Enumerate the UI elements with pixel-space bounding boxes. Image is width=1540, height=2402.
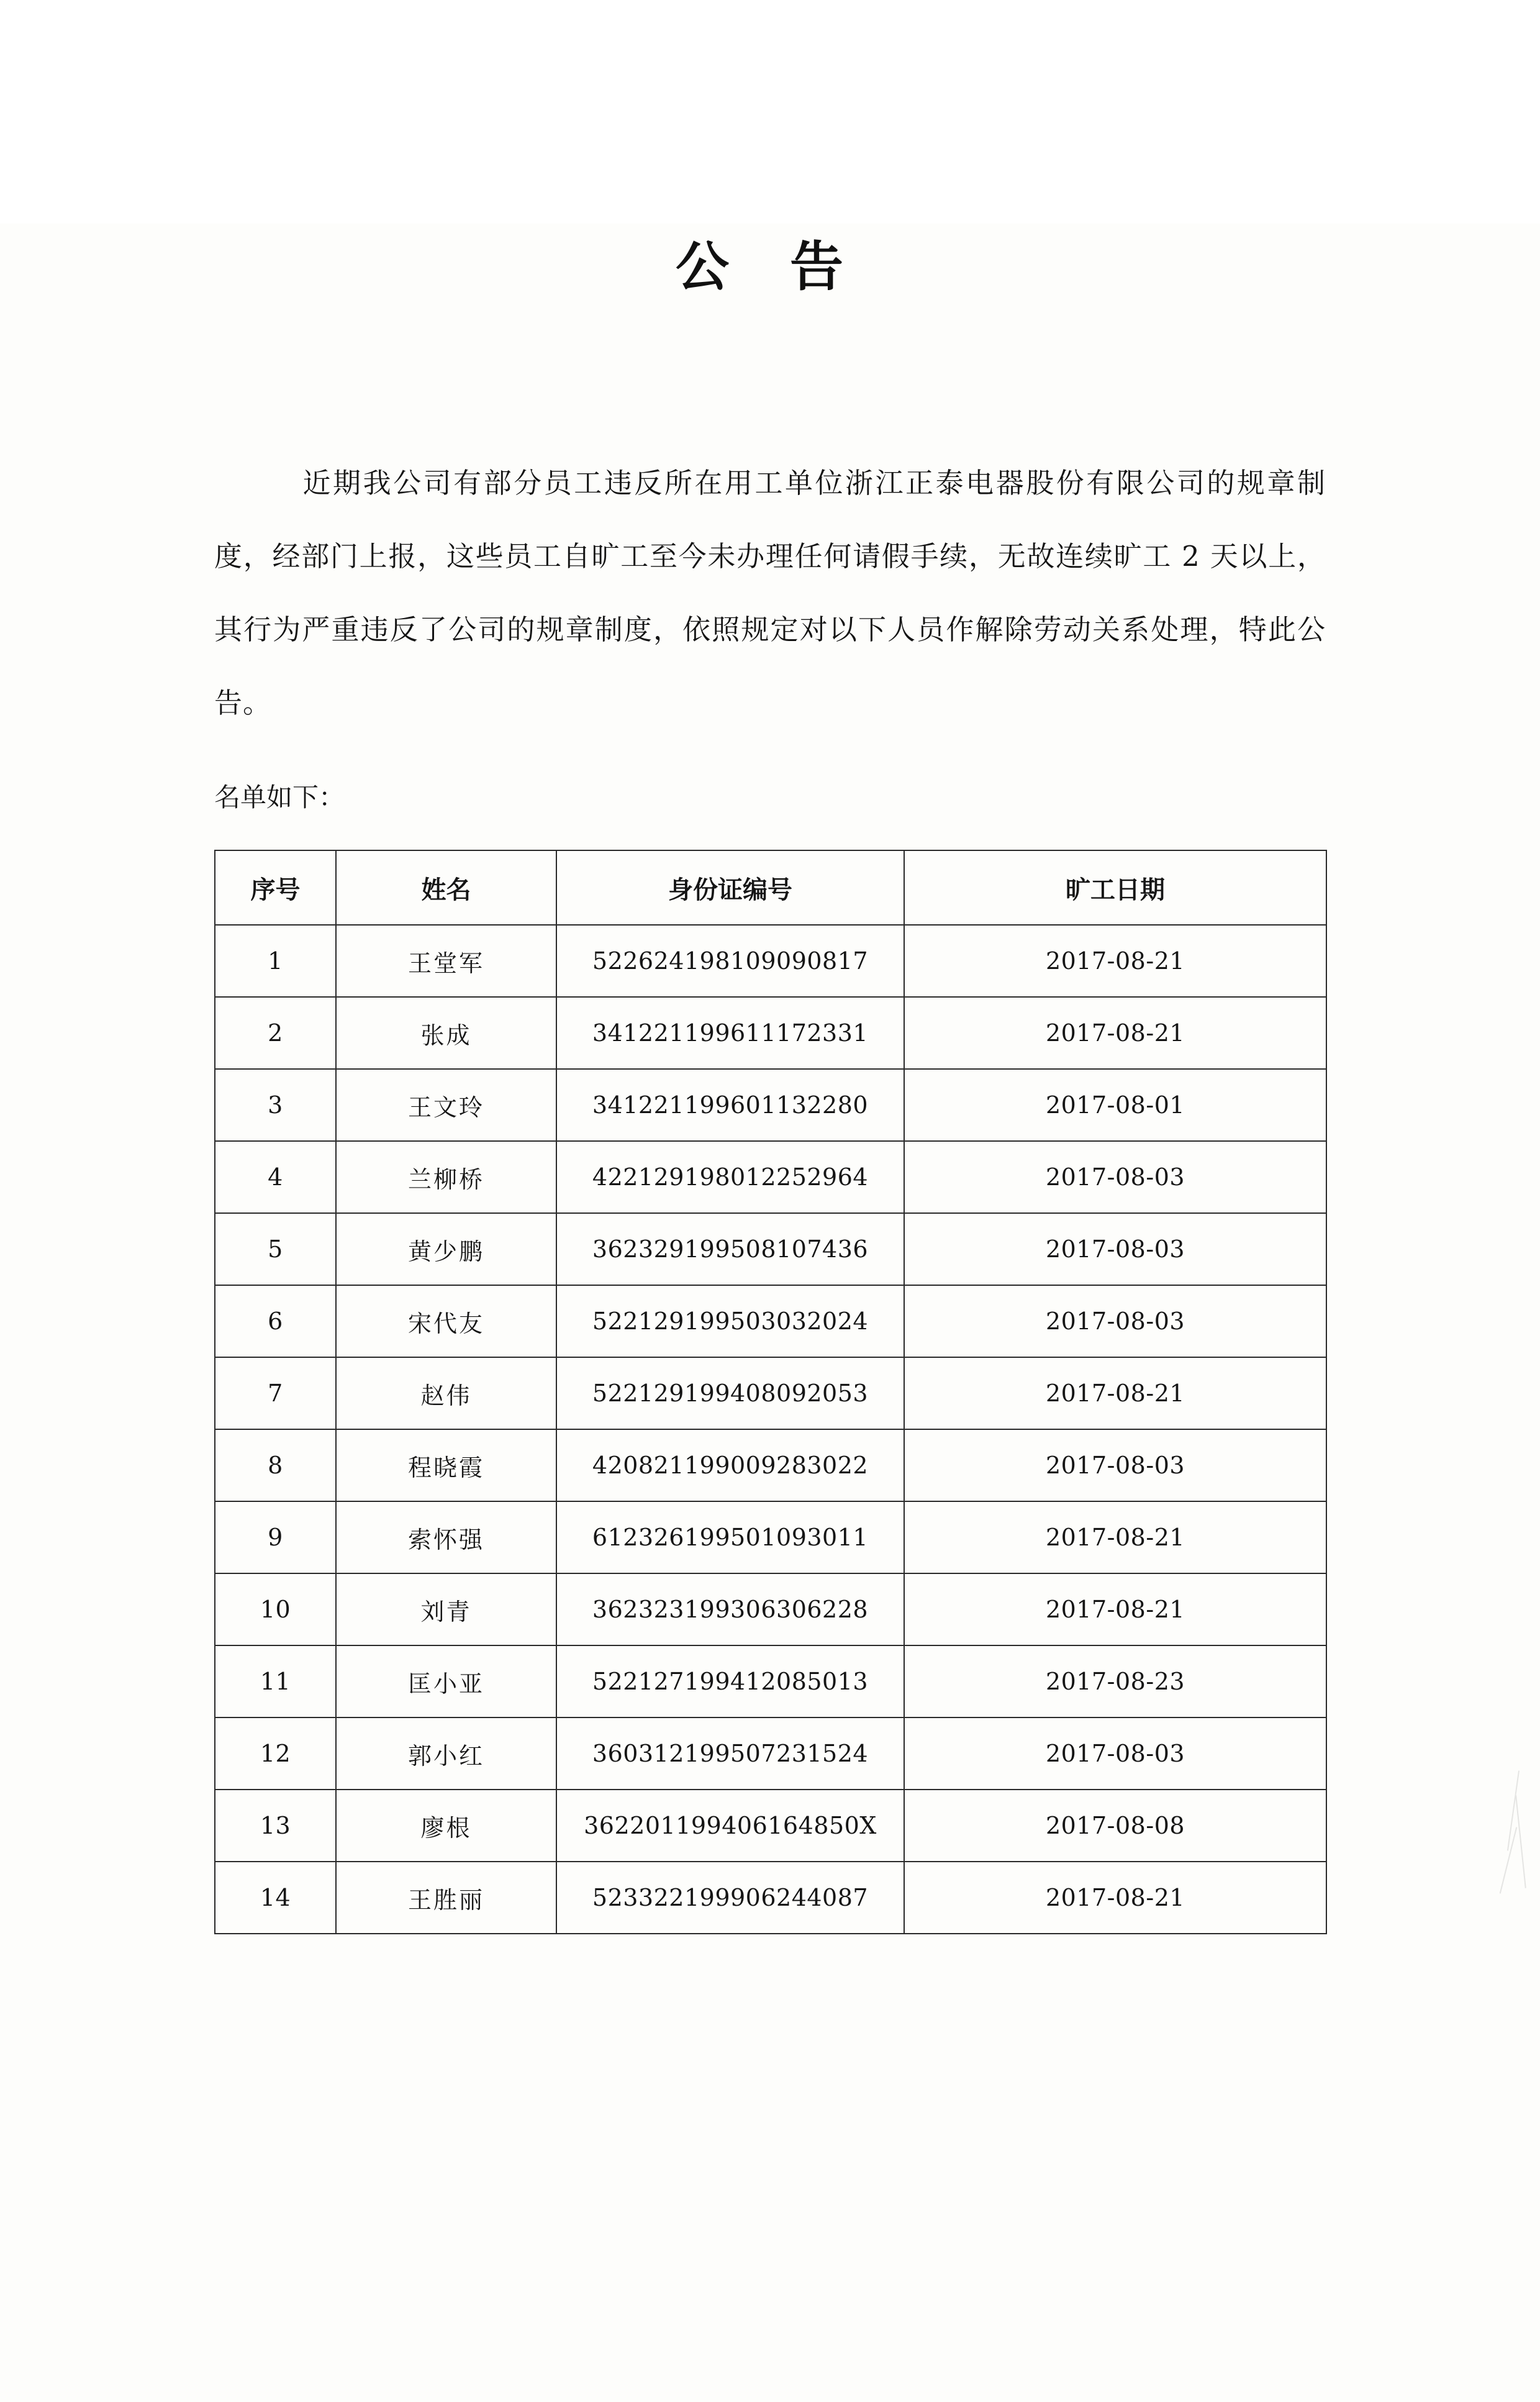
cell-date: 2017-08-01	[904, 1069, 1326, 1141]
table-row	[215, 1357, 1326, 1429]
cell-id: 522624198109090817	[556, 925, 904, 997]
cell-id: 522127199412085013	[556, 1645, 904, 1717]
cell-name: 程晓霞	[336, 1429, 556, 1501]
column-header-index: 序号	[215, 850, 336, 925]
column-header-name: 姓名	[336, 850, 556, 925]
cell-id: 523322199906244087	[556, 1862, 904, 1934]
table-header-row	[215, 850, 1326, 925]
cell-index: 4	[215, 1141, 336, 1213]
cell-index: 12	[215, 1717, 336, 1790]
cell-id: 522129199408092053	[556, 1357, 904, 1429]
cell-date: 2017-08-21	[904, 1573, 1326, 1645]
document-body	[214, 301, 1326, 827]
table-row	[215, 1429, 1326, 1501]
cell-index: 5	[215, 1213, 336, 1285]
cell-index: 14	[215, 1862, 336, 1934]
column-header-id: 身份证编号	[556, 850, 904, 925]
announcement-text: 近期我公司有部分员工违反所在用工单位浙江正泰电器股份有限公司的规章制度，经部门上报，这些员工自旷工至今未办理任何请假手续，无故连续旷工 2 天以上，其行为严重违反了公司的规章制度，依照规定对以下人员作解除劳动关系处理，特此公告。	[214, 466, 1326, 719]
list-label: 名单如下：	[214, 782, 345, 812]
cell-id: 522129199503032024	[556, 1285, 904, 1357]
cell-index: 3	[215, 1069, 336, 1141]
cell-date: 2017-08-21	[904, 925, 1326, 997]
table-row	[215, 1717, 1326, 1790]
roster-table-wrapper	[214, 850, 1326, 1934]
cell-name: 王堂军	[336, 925, 556, 997]
table-row	[215, 925, 1326, 997]
cell-id: 341221199611172331	[556, 997, 904, 1069]
table-row	[215, 997, 1326, 1069]
cell-index: 13	[215, 1790, 336, 1862]
cell-id: 422129198012252964	[556, 1141, 904, 1213]
cell-date: 2017-08-03	[904, 1285, 1326, 1357]
cell-date: 2017-08-03	[904, 1717, 1326, 1790]
cell-date: 2017-08-21	[904, 1862, 1326, 1934]
cell-name: 郭小红	[336, 1717, 556, 1790]
cell-index: 10	[215, 1573, 336, 1645]
cell-id: 341221199601132280	[556, 1069, 904, 1141]
cell-name: 刘青	[336, 1573, 556, 1645]
table-header	[215, 850, 1326, 925]
cell-index: 1	[215, 925, 336, 997]
table-body	[215, 925, 1326, 1934]
cell-name: 宋代友	[336, 1285, 556, 1357]
table-row	[215, 1069, 1326, 1141]
cell-name: 兰柳桥	[336, 1141, 556, 1213]
cell-id: 420821199009283022	[556, 1429, 904, 1501]
cell-date: 2017-08-21	[904, 1357, 1326, 1429]
cell-date: 2017-08-08	[904, 1790, 1326, 1862]
cell-name: 赵伟	[336, 1357, 556, 1429]
cell-index: 6	[215, 1285, 336, 1357]
document-page	[0, 224, 1540, 2402]
cell-index: 7	[215, 1357, 336, 1429]
cell-date: 2017-08-03	[904, 1213, 1326, 1285]
cell-date: 2017-08-03	[904, 1429, 1326, 1501]
table-row	[215, 1141, 1326, 1213]
cell-id: 612326199501093011	[556, 1501, 904, 1573]
cell-index: 8	[215, 1429, 336, 1501]
announcement-paragraph	[214, 447, 1326, 740]
cell-date: 2017-08-21	[904, 1501, 1326, 1573]
table-row	[215, 1862, 1326, 1934]
cell-index: 11	[215, 1645, 336, 1717]
cell-name: 黄少鹏	[336, 1213, 556, 1285]
cell-name: 王胜丽	[336, 1862, 556, 1934]
cell-name: 廖根	[336, 1790, 556, 1862]
table-row	[215, 1213, 1326, 1285]
cell-name: 王文玲	[336, 1069, 556, 1141]
table-row	[215, 1501, 1326, 1573]
cell-date: 2017-08-21	[904, 997, 1326, 1069]
cell-index: 9	[215, 1501, 336, 1573]
roster-table	[214, 850, 1327, 1934]
table-row	[215, 1573, 1326, 1645]
cell-id: 362201199406164850X	[556, 1790, 904, 1862]
cell-date: 2017-08-23	[904, 1645, 1326, 1717]
table-row	[215, 1285, 1326, 1357]
cell-index: 2	[215, 997, 336, 1069]
scan-artifact	[1506, 1770, 1529, 1901]
cell-name: 索怀强	[336, 1501, 556, 1573]
cell-id: 362329199508107436	[556, 1213, 904, 1285]
cell-name: 匡小亚	[336, 1645, 556, 1717]
page-title: 公 告	[676, 235, 864, 298]
cell-id: 362323199306306228	[556, 1573, 904, 1645]
column-header-date: 旷工日期	[904, 850, 1326, 925]
cell-name: 张成	[336, 997, 556, 1069]
table-row	[215, 1645, 1326, 1717]
table-row	[215, 1790, 1326, 1862]
cell-date: 2017-08-03	[904, 1141, 1326, 1213]
cell-id: 360312199507231524	[556, 1717, 904, 1790]
